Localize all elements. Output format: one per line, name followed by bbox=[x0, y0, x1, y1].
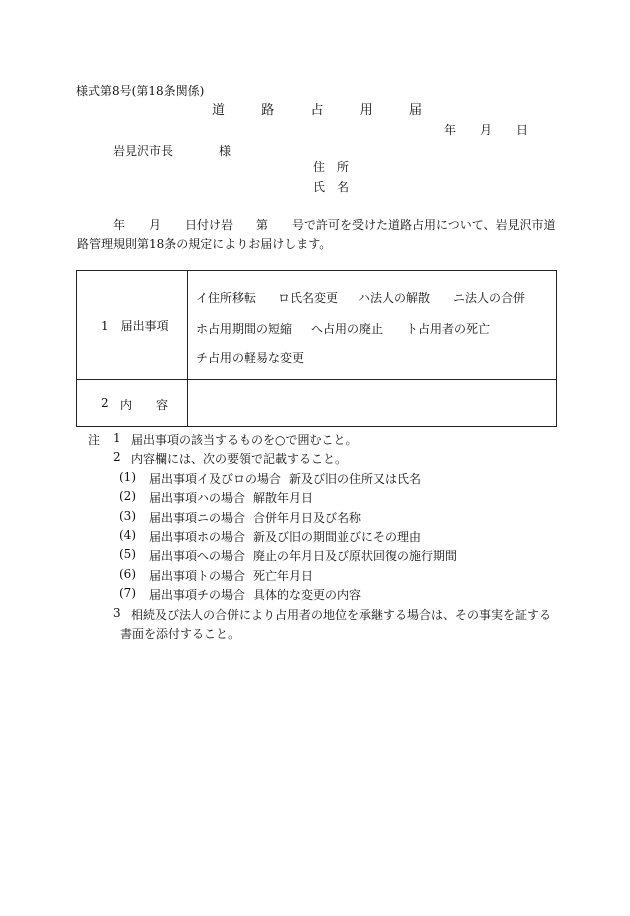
note-text: 相続及び法人の合併により占用者の地位を承継する場合は、その事実を証する bbox=[131, 607, 552, 622]
sub-note-number: (2) bbox=[119, 489, 136, 504]
date-year: 年 bbox=[444, 123, 457, 137]
sub-note-number: (7) bbox=[119, 586, 136, 601]
note-number: 1 bbox=[113, 431, 121, 445]
table-row bbox=[77, 271, 557, 380]
content-input-cell bbox=[188, 380, 557, 427]
sub-note bbox=[88, 567, 558, 586]
notification-table bbox=[76, 270, 557, 427]
content-label-cell bbox=[77, 380, 188, 427]
sub-note-desc: 新及び旧の期間並びにその理由 bbox=[253, 529, 422, 544]
option-address-change: イ住所移転 bbox=[196, 291, 257, 305]
table-row bbox=[77, 380, 557, 427]
body-fragment: 日付け岩 bbox=[185, 218, 234, 232]
body-text-line2: 路管理規則第18条の規定によりお届けします。 bbox=[77, 237, 332, 251]
note-3 bbox=[88, 606, 558, 625]
sub-note-number: (1) bbox=[119, 469, 136, 484]
notification-items-cell bbox=[188, 271, 557, 380]
sub-note-desc: 解散年月日 bbox=[253, 491, 314, 506]
notes-section bbox=[88, 431, 558, 644]
sub-note-item: 届出事項ニの場合 bbox=[149, 510, 246, 525]
sub-note-number: (3) bbox=[119, 508, 136, 523]
date-day: 日 bbox=[516, 123, 529, 137]
title-char: 道 bbox=[212, 103, 226, 118]
option-period-shortening: ホ占用期間の短縮 bbox=[196, 322, 293, 336]
body-fragment: 第 bbox=[256, 218, 269, 232]
notes-prefix: 注 bbox=[88, 433, 101, 447]
sub-note bbox=[88, 547, 558, 566]
sub-note-desc: 死亡年月日 bbox=[253, 568, 314, 583]
sub-note-item: 届出事項トの場合 bbox=[149, 568, 246, 583]
option-corp-dissolution: ハ法人の解散 bbox=[358, 291, 431, 305]
sub-note-item: 届出事項への場合 bbox=[149, 549, 246, 564]
title-char: 用 bbox=[359, 103, 373, 118]
sub-note-item: 届出事項ホの場合 bbox=[149, 529, 246, 544]
note-1 bbox=[88, 431, 558, 450]
sub-note-item: 届出事項ハの場合 bbox=[149, 491, 246, 506]
sub-note-item: 届出事項チの場合 bbox=[149, 588, 246, 603]
content-label-char: 内 bbox=[120, 398, 133, 412]
sub-note-desc: 合併年月日及び名称 bbox=[253, 510, 362, 525]
sub-note bbox=[88, 586, 558, 605]
notification-items-label-cell bbox=[77, 271, 188, 380]
option-name-change: ロ氏名変更 bbox=[278, 291, 339, 305]
note-text: 内容欄には、次の要領で記載すること。 bbox=[131, 452, 348, 467]
date-month: 月 bbox=[480, 123, 493, 137]
sub-note-number: (6) bbox=[119, 566, 136, 581]
option-occupant-death: ト占用者の死亡 bbox=[406, 322, 491, 336]
note-3-continued bbox=[88, 625, 558, 644]
name-label: 氏 名 bbox=[313, 180, 350, 194]
addressee: 岩見沢市長 bbox=[113, 144, 174, 158]
sub-note-item: 届出事項イ及びロの場合 bbox=[149, 471, 282, 486]
option-corp-merger: ニ法人の合併 bbox=[453, 291, 526, 305]
title-char: 占 bbox=[310, 103, 324, 118]
note-number: 2 bbox=[113, 450, 121, 465]
sub-note bbox=[88, 509, 558, 528]
note-number: 3 bbox=[113, 605, 121, 620]
sub-note-desc: 廃止の年月日及び原状回復の施行期間 bbox=[253, 549, 458, 564]
body-fragment: 年 bbox=[113, 218, 126, 232]
sub-note bbox=[88, 470, 558, 489]
notification-items-label: 1 届出事項 bbox=[101, 318, 169, 333]
content-label-num: 2 bbox=[101, 396, 109, 410]
note-text: 届出事項の該当するものを○で囲むこと。 bbox=[131, 433, 358, 447]
sub-note-desc: 具体的な変更の内容 bbox=[253, 588, 362, 603]
body-fragment: 号で許可を受けた道路占用について、岩見沢市道 bbox=[292, 218, 556, 232]
option-abolition: へ占用の廃止 bbox=[311, 322, 384, 336]
title-char: 届 bbox=[408, 103, 422, 118]
sub-note bbox=[88, 528, 558, 547]
sub-note bbox=[88, 489, 558, 508]
address-label: 住 所 bbox=[313, 160, 350, 174]
body-fragment: 月 bbox=[149, 218, 162, 232]
content-label bbox=[77, 396, 187, 410]
sub-note-desc: 新及び旧の住所又は氏名 bbox=[289, 471, 422, 486]
sub-note-number: (4) bbox=[119, 527, 136, 542]
form-title bbox=[212, 104, 422, 118]
addressee-suffix: 様 bbox=[219, 144, 232, 158]
form-number: 様式第8号(第18条関係) bbox=[76, 84, 205, 98]
sub-note-number: (5) bbox=[119, 547, 136, 562]
title-char: 路 bbox=[261, 103, 275, 118]
content-label-char: 容 bbox=[156, 398, 169, 412]
note-2 bbox=[88, 450, 558, 469]
option-minor-change: チ占用の軽易な変更 bbox=[196, 351, 305, 365]
note-text: 書面を添付すること。 bbox=[120, 626, 241, 641]
